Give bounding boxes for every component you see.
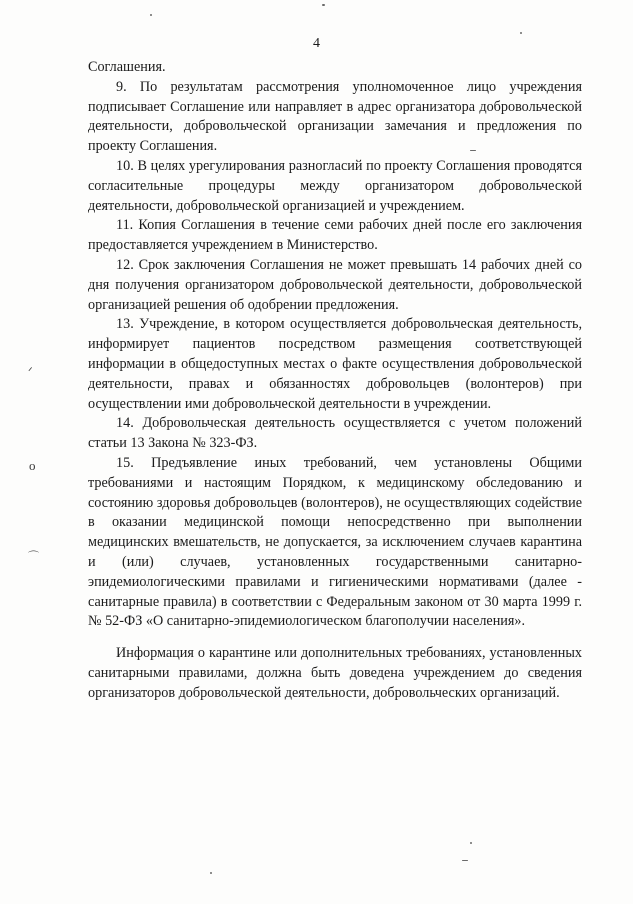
- paragraph-item-10: 10. В целях урегулирования разногласий по проекту Соглашения проводятся согласительные процедуры между организатором добровольческой деятельности, добровольческой организацией и учреждением.: [88, 157, 582, 214]
- page-number: 4: [313, 36, 320, 51]
- paragraph-information: Информация о карантине или дополнительных требованиях, установленных санитарными правилами, должна быть доведена учреждением до сведения организаторов добровольческой деятельности, добровольческих организаций.: [88, 645, 582, 701]
- paragraph-item-15: 15. Предъявление иных требований, чем установлены Общими требованиями и настоящим Порядком, к медицинскому обследованию и состоянию здоровья добровольцев (волонтеров), не осуществляющих содействие в оказании медицинской помощи непосредственно при выполнении медицинских вмешательств, не допускается, за исключением случаев карантина и (или) случаев, установленных государственными санитарно-эпидемиологическими правилами и гигиеническими нормативами (далее - санитарные правила) в соответствии с Федеральным законом от 30 марта 1999 г. № 52-ФЗ «О санитарно-эпидемиологическом благополучии населения».: [88, 454, 582, 630]
- paragraph-item-11: 11. Копия Соглашения в течение семи рабочих дней после его заключения предоставляется учреждением в Министерство.: [88, 217, 582, 254]
- scan-artifact-mark: ᐟ: [28, 366, 33, 378]
- scan-artifact-mark: ⌒: [28, 551, 39, 563]
- scan-artifact-mark: o: [29, 458, 36, 473]
- paragraph-continuation: Соглашения.: [88, 59, 166, 75]
- paragraph-item-14: 14. Добровольческая деятельность осуществляется с учетом положений статьи 13 Закона № 323-ФЗ.: [88, 415, 582, 452]
- scan-speck: [470, 150, 476, 151]
- paragraph-item-12: 12. Срок заключения Соглашения не может превышать 14 рабочих дней со дня получения организатором добровольческой деятельности, добровольческой организацией решения об одобрении предложения.: [88, 256, 582, 313]
- document-body: [88, 58, 582, 704]
- scan-speck: [470, 842, 472, 844]
- scan-speck: [520, 32, 522, 34]
- scan-speck: [462, 860, 468, 861]
- paragraph-item-13: 13. Учреждение, в котором осуществляется добровольческая деятельность, информирует пациентов посредством размещения соответствующей информации в общедоступных местах о факте осуществления добровольческой деятельности, правах и обязанностях добровольцев (волонтеров) при осуществлении ими добровольческой деятельности в учреждении.: [88, 316, 582, 412]
- scan-speck: [150, 14, 152, 16]
- paragraph-item-9: 9. По результатам рассмотрения уполномоченное лицо учреждения подписывает Соглашение или направляет в адрес организатора добровольческой деятельности, добровольческой организации замечания и предложения по проекту Соглашения.: [88, 78, 582, 155]
- scan-speck: [210, 872, 212, 874]
- scan-speck: [322, 4, 325, 6]
